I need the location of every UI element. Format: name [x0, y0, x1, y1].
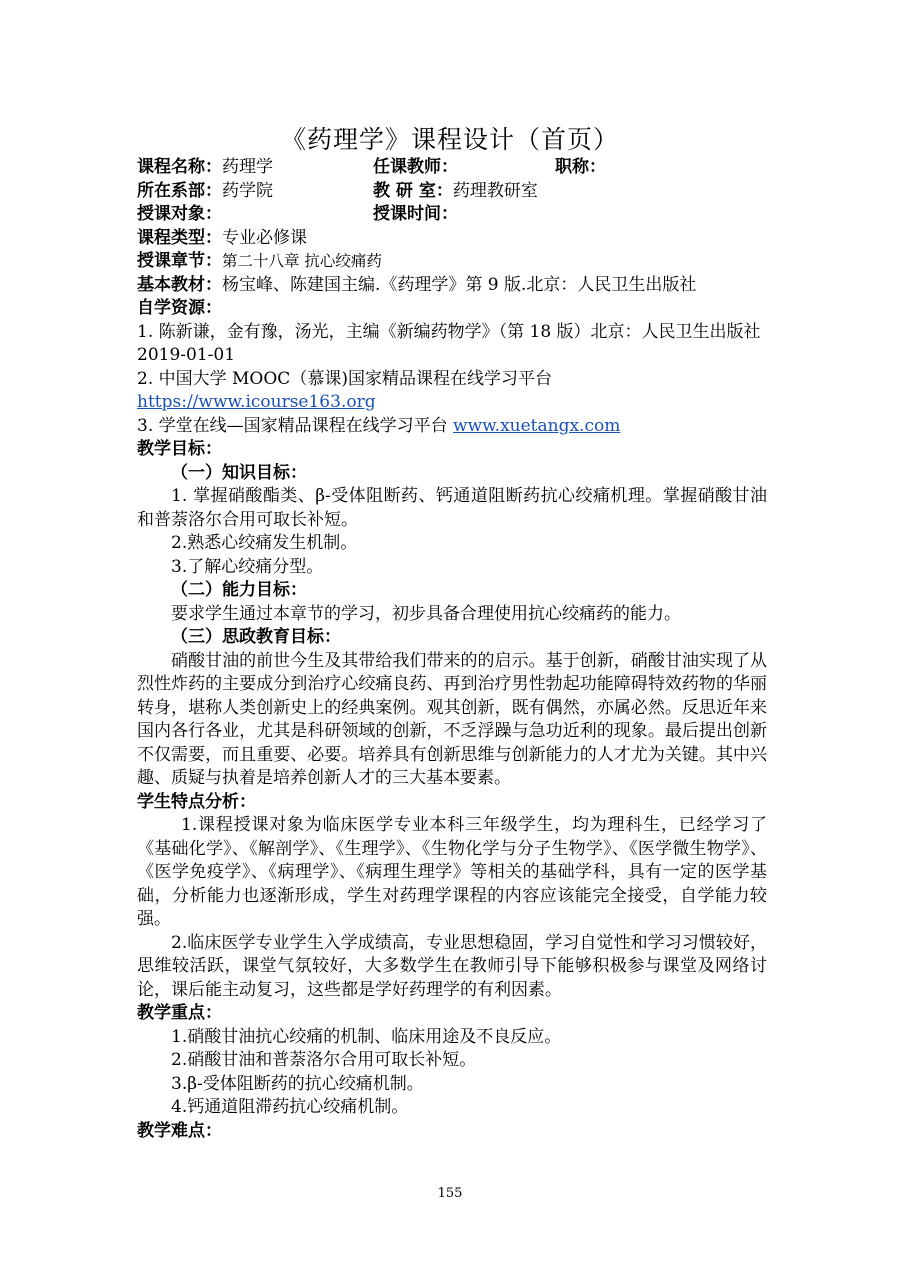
info-row-dept — [137, 180, 767, 204]
resources-heading: 自学资源： — [137, 298, 222, 318]
students-paragraph-2: 2.临床医学专业学生入学成绩高，专业思想稳固，学习自觉性和学习习惯较好，思维较活跃，课堂气氛较好，大多数学生在教师引导下能够积极参与课堂及网络讨论，课后能主动复习，这些都是学好药理学的有利因素。 — [137, 932, 767, 1000]
audience-label: 授课对象： — [137, 204, 222, 224]
resource-item-3-text: 3. 学堂在线—国家精品课程在线学习平台 — [137, 415, 454, 436]
objectives-heading: 教学目标： — [137, 439, 222, 459]
textbook-label: 基本教材： — [137, 274, 222, 295]
key-points-heading: 教学重点： — [137, 1003, 222, 1023]
xuetangx-link[interactable]: www.xuetangx.com — [453, 415, 621, 436]
info-row-course — [137, 156, 767, 180]
teacher-label: 任课教师： — [373, 157, 458, 177]
ideology-text: 硝酸甘油的前世今生及其带给我们带来的的启示。基于创新，硝酸甘油实现了从烈性炸药的主要成分到治疗心绞痛良药、再到治疗男性勃起功能障碍特效药物的华丽转身，堪称人类创新史上的经典案例。观其创新，既有偶然，亦属必然。反思近年来国内各行各业，尤其是科研领域的创新，不乏浮躁与急功近利的现象。最后提出创新不仅需要，而且重要、必要。培养具有创新思维与创新能力的人才尤为关键。其中兴趣、质疑与执着是培养创新人才的三大基本要素。 — [137, 650, 767, 788]
icourse-link[interactable]: https://www.icourse163.org — [137, 392, 376, 412]
course-type: 专业必修课 — [222, 227, 307, 248]
knowledge-item-2: 2.熟悉心绞痛发生机制。 — [171, 533, 358, 553]
office-label: 教 研 室： — [373, 180, 453, 201]
ability-text: 要求学生通过本章节的学习，初步具备合理使用抗心绞痛药的能力。 — [171, 603, 681, 624]
dept: 药学院 — [222, 180, 273, 201]
key-point-item: 4.钙通道阻滞药抗心绞痛机制。 — [171, 1097, 409, 1117]
resource-item-2: 2. 中国大学 MOOC（慕课)国家精品课程在线学习平台 — [137, 368, 552, 389]
difficulties-heading: 教学难点： — [137, 1120, 222, 1141]
course-name: 药理学 — [222, 157, 273, 177]
chapter-label: 授课章节： — [137, 251, 222, 271]
document-body — [137, 156, 767, 1143]
key-point-item: 2.硝酸甘油和普萘洛尔合用可取长补短。 — [171, 1050, 477, 1070]
info-row-type — [137, 227, 767, 251]
chapter: 第二十八章 抗心绞痛药 — [222, 252, 382, 270]
info-row-textbook — [137, 274, 767, 298]
students-heading: 学生特点分析： — [137, 791, 256, 812]
type-label: 课程类型： — [137, 227, 222, 248]
dept-label: 所在系部： — [137, 180, 222, 201]
info-row-chapter — [137, 250, 767, 274]
ideology-heading: （三）思政教育目标： — [171, 627, 341, 647]
page-title: 《药理学》课程设计（首页） — [280, 125, 619, 154]
key-point-item: 3.β-受体阻断药的抗心绞痛机制。 — [171, 1073, 424, 1094]
key-point-item: 1.硝酸甘油抗心绞痛的机制、临床用途及不良反应。 — [171, 1026, 562, 1047]
resource-item-1: 1. 陈新谦，金有豫，汤光，主编《新编药物学》（第 18 版）北京：人民卫生出版社 2019-01-01 — [137, 321, 761, 365]
knowledge-item-3: 3.了解心绞痛分型。 — [171, 556, 324, 577]
knowledge-heading: （一）知识目标： — [171, 462, 307, 483]
knowledge-item-1: 1. 掌握硝酸酯类、β-受体阻断药、钙通道阻断药抗心绞痛机理。掌握硝酸甘油和普萘洛尔合用可取长补短。 — [137, 486, 767, 530]
time-label: 授课时间： — [373, 204, 458, 224]
info-row-audience — [137, 203, 767, 227]
office: 药理教研室 — [452, 180, 538, 201]
textbook: 杨宝峰、陈建国主编.《药理学》第 9 版.北京：人民卫生出版社 — [222, 274, 697, 295]
students-paragraph-1: 1.课程授课对象为临床医学专业本科三年级学生，均为理科生，已经学习了《基础化学》、《解剖学》、《生理学》、《生物化学与分子生物学》、《医学微生物学》、《医学免疫学》、《病理学》、《病理生理学》等相关的基础学科，具有一定的医学基础，分析能力也逐渐形成，学生对药理学课程的内容应该能完全接受，自学能力较强。 — [137, 815, 767, 929]
ability-heading: （二）能力目标： — [171, 580, 307, 600]
title-label: 职称： — [555, 157, 606, 177]
resource-item-3 — [137, 415, 767, 439]
course-name-label: 课程名称： — [137, 157, 222, 177]
page-number: 155 — [437, 1186, 463, 1201]
